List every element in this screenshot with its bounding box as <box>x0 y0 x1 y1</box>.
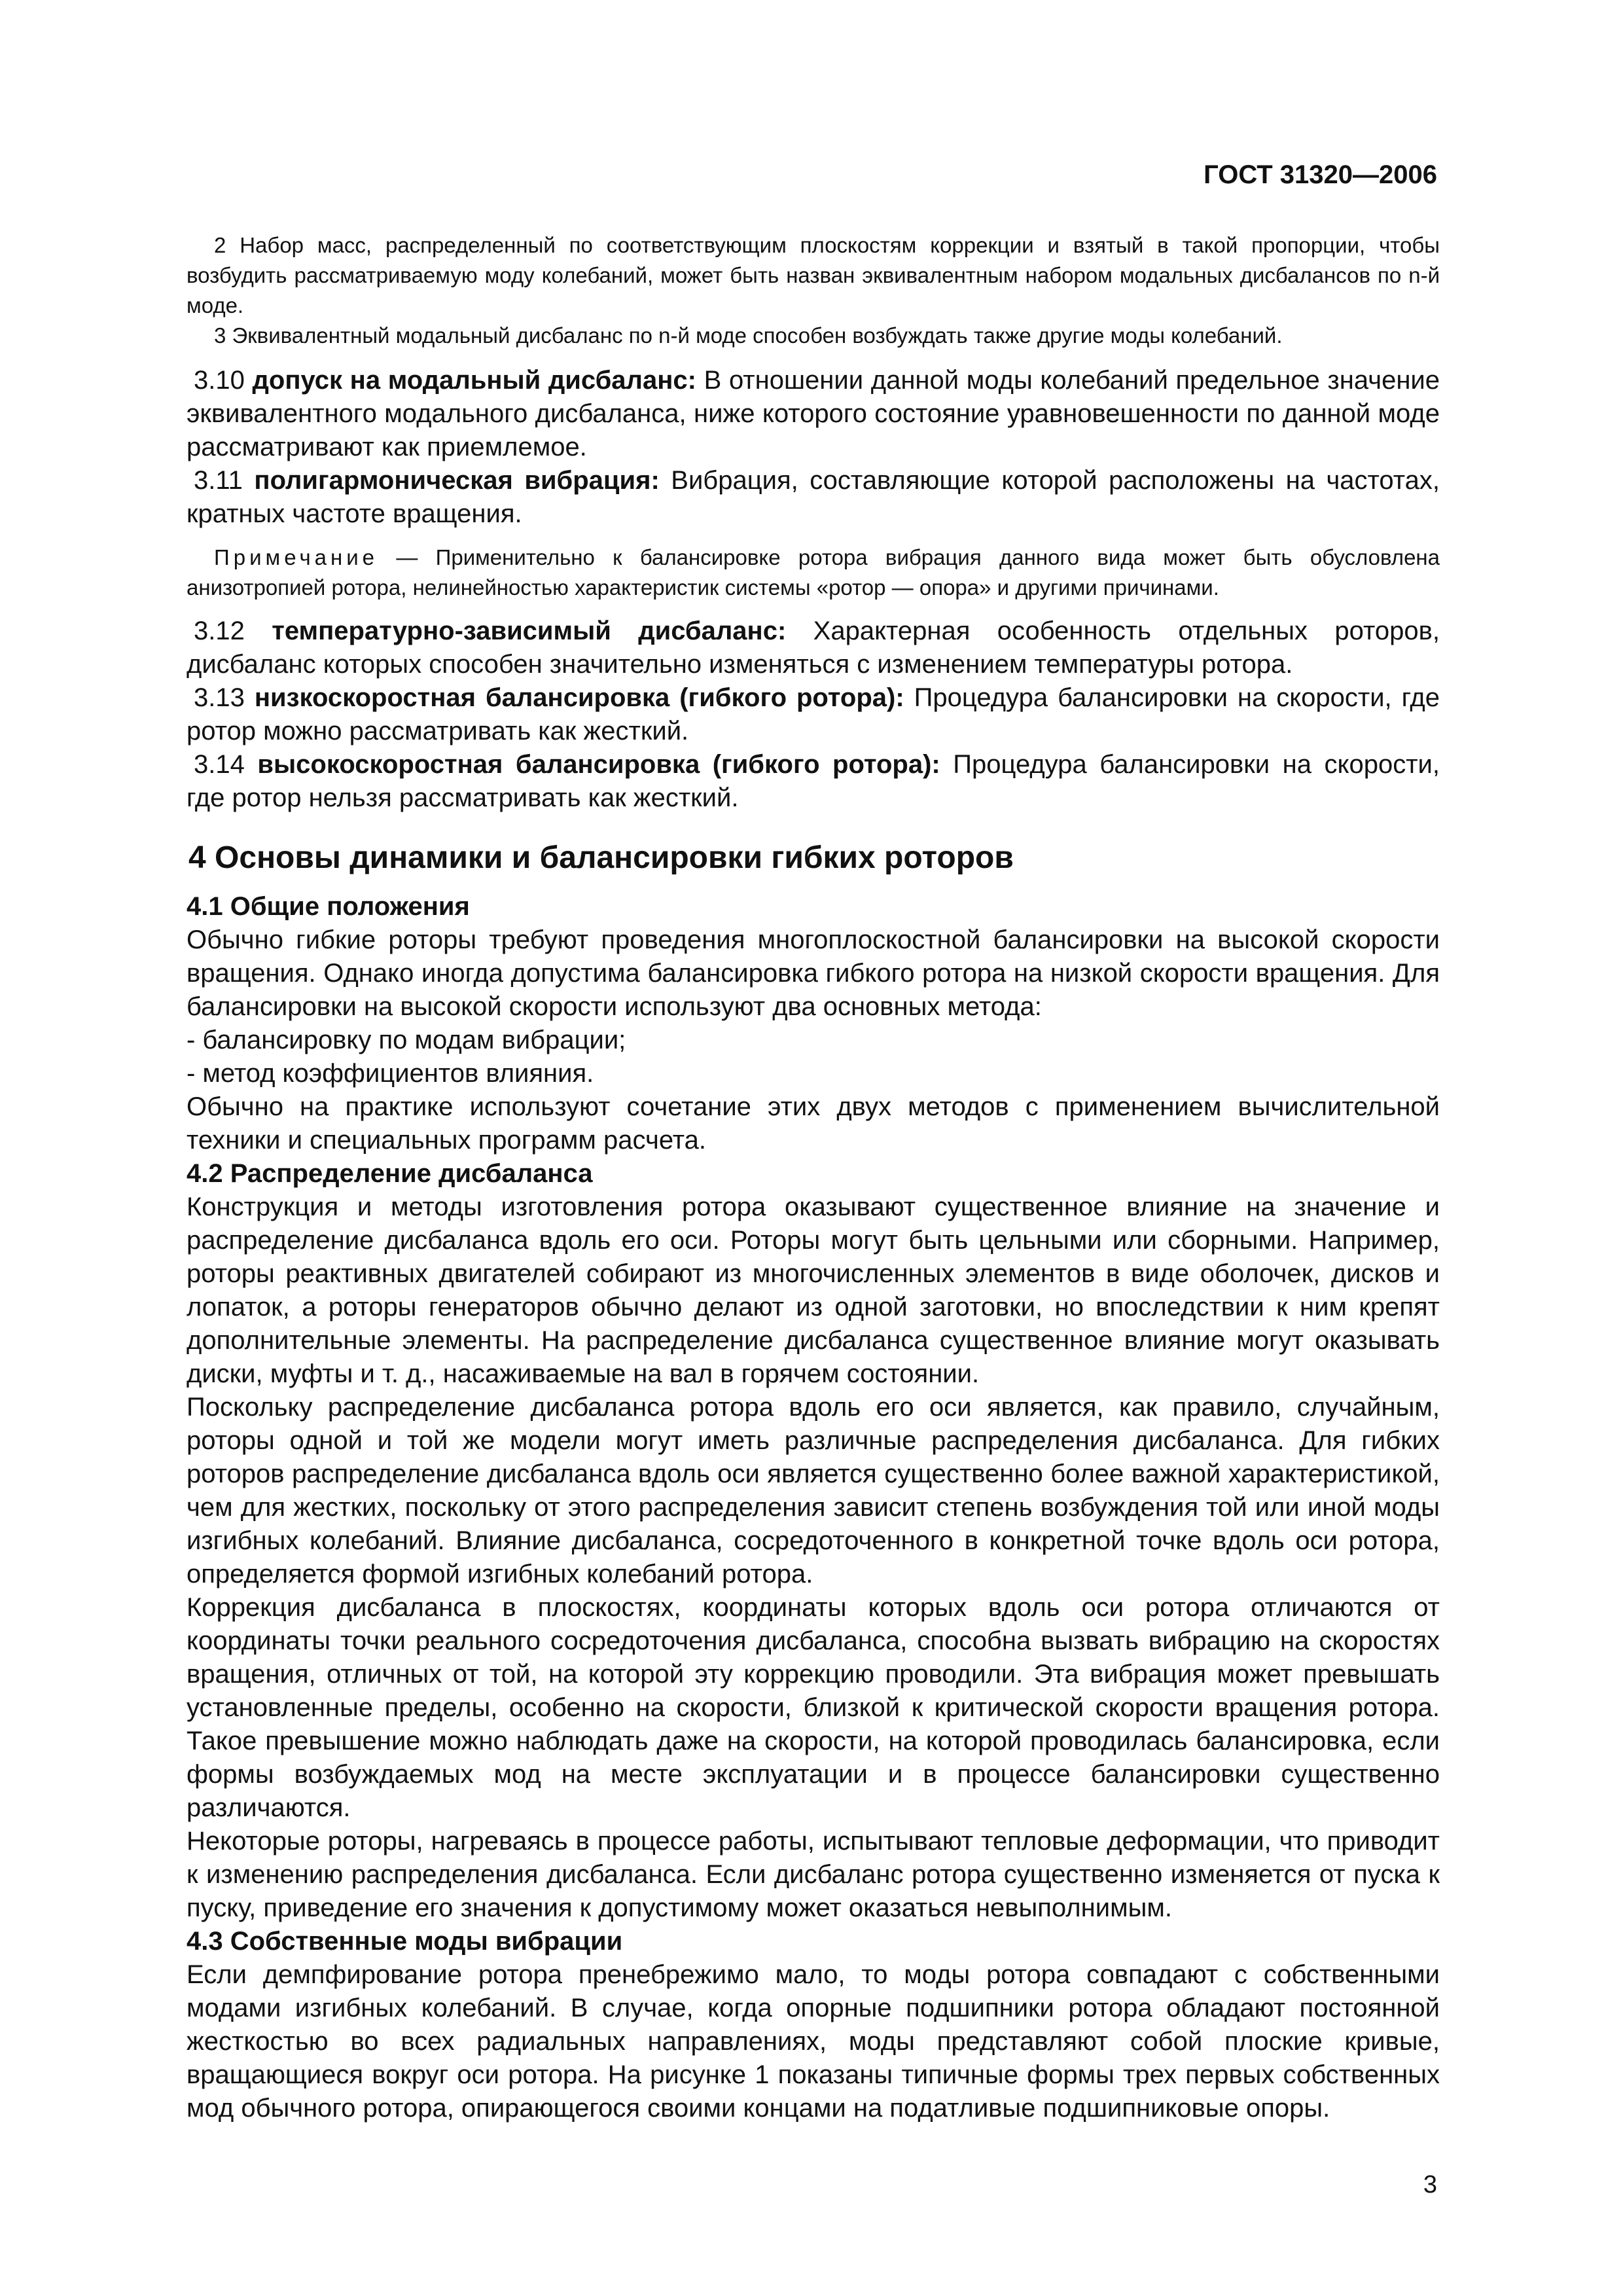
paragraph: Некоторые роторы, нагреваясь в процессе работы, испытывают тепловые деформации, что приводит к изменению распределения дисбаланса. Если дисбаланс ротора существенно изменяется от пуска к пуску, приведение его значения к допустимому может оказаться невыполнимым. <box>187 1827 1440 1922</box>
note-2: 2 Набор масс, распределенный по соответствующим плоскостям коррекции и взятый в такой пропорции, чтобы возбудить рассматриваемую моду колебаний, может быть назван эквивалентным набором модальных дисбалансов по n-й моде. <box>187 233 1440 317</box>
term-name: допуск на модальный дисбаланс: <box>252 366 696 395</box>
term-definition: Характерная особенность отдельных роторов, дисбаланс которых способен значительно изменяться с изменением температуры ротора. <box>187 617 1440 679</box>
paragraph: Обычно гибкие роторы требуют проведения многоплоскостной балансировки на высокой скорости вращения. Однако иногда допустима балансировка гибкого ротора на низкой скорости вращения. Для балансировки на высокой скорости используют два основных метода: <box>187 925 1440 1021</box>
note-3-11 <box>187 543 1440 603</box>
paragraph: Поскольку распределение дисбаланса ротора вдоль его оси является, как правило, случайным, роторы одной и той же модели могут иметь различные распределения дисбаланса. Для гибких роторов распределение дисбаланса вдоль оси является существенно более важной характеристикой, чем для жестких, поскольку от этого распределения зависит степень возбуждения той или иной моды изгибных колебаний. Влияние дисбаланса, сосредоточенного в конкретной точке вдоль оси ротора, определяется формой изгибных колебаний ротора. <box>187 1393 1440 1588</box>
term-3-11 <box>187 464 1440 531</box>
term-number: 3.11 <box>194 466 243 495</box>
document-id: ГОСТ 31320—2006 <box>1204 160 1437 189</box>
term-3-14 <box>187 748 1440 815</box>
term-definition: В отношении данной моды колебаний предельное значение эквивалентного модального дисбаланса, ниже которого состояние уравновешенности по данной моде рассматривают как приемлемое. <box>187 366 1440 461</box>
section-4-1-heading: 4.1 Общие положения <box>187 892 470 921</box>
term-definition: Процедура балансировки на скорости, где ротор нельзя рассматривать как жесткий. <box>187 750 1440 812</box>
term-name: низкоскоростная балансировка (гибкого ротора): <box>254 683 904 712</box>
term-3-13 <box>187 681 1440 748</box>
list-item: - метод коэффициентов влияния. <box>187 1059 594 1088</box>
note-text: — Применительно к балансировке ротора вибрация данного вида может быть обусловлена анизотропией ротора, нелинейностью характеристик системы «ротор — опора» и другими причинами. <box>187 545 1440 600</box>
section-4-2-heading: 4.2 Распределение дисбаланса <box>187 1159 593 1188</box>
page-number: 3 <box>1423 2171 1437 2198</box>
section-4-heading: 4 Основы динамики и балансировки гибких роторов <box>188 840 1014 875</box>
term-3-10 <box>187 364 1440 464</box>
paragraph: Коррекция дисбаланса в плоскостях, координаты которых вдоль оси ротора отличаются от координаты точки реального сосредоточения дисбаланса, способна вызвать вибрацию на скоростях вращения, отличных от той, на которой эту коррекцию проводили. Эта вибрация может превышать установленные пределы, особенно на скорости, близкой к критической скорости вращения ротора. Такое превышение можно наблюдать даже на скорости, на которой проводилась балансировка, если формы возбуждаемых мод на месте эксплуатации и в процессе балансировки существенно различаются. <box>187 1593 1440 1822</box>
term-name: температурно-зависимый дисбаланс: <box>272 617 787 645</box>
note-label: Примечание <box>214 545 379 569</box>
section-4-3-heading: 4.3 Собственные моды вибрации <box>187 1927 623 1956</box>
term-number: 3.10 <box>194 366 245 395</box>
term-3-12 <box>187 615 1440 681</box>
paragraph: Если демпфирование ротора пренебрежимо мало, то моды ротора совпадают с собственными модами изгибных колебаний. В случае, когда опорные подшипники ротора обладают постоянной жесткостью во всех радиальных направлениях, моды представляют собой плоские кривые, вращающиеся вокруг оси ротора. На рисунке 1 показаны типичные формы трех первых собственных мод обычного ротора, опирающегося своими концами на податливые подшипниковые опоры. <box>187 1960 1440 2123</box>
term-number: 3.14 <box>194 750 245 779</box>
term-definition: Процедура балансировки на скорости, где ротор можно рассматривать как жесткий. <box>187 683 1440 745</box>
term-number: 3.12 <box>194 617 245 645</box>
note-3: 3 Эквивалентный модальный дисбаланс по n-й моде способен возбуждать также другие моды колебаний. <box>214 323 1283 348</box>
paragraph: Обычно на практике используют сочетание этих двух методов с применением вычислительной техники и специальных программ расчета. <box>187 1092 1440 1155</box>
page-content <box>187 230 1440 2125</box>
term-name: высокоскоростная балансировка (гибкого ротора): <box>257 750 940 779</box>
list-item: - балансировку по модам вибрации; <box>187 1026 626 1054</box>
paragraph: Конструкция и методы изготовления ротора оказывают существенное влияние на значение и распределение дисбаланса вдоль его оси. Роторы могут быть цельными или сборными. Например, роторы реактивных двигателей собирают из многочисленных элементов в виде оболочек, дисков и лопаток, а роторы генераторов обычно делают из одной заготовки, но впоследствии к ним крепят дополнительные элементы. На распределение дисбаланса существенное влияние могут оказывать диски, муфты и т. д., насаживаемые на вал в горячем состоянии. <box>187 1193 1440 1388</box>
term-name: полигармоническая вибрация: <box>254 466 660 495</box>
term-number: 3.13 <box>194 683 245 712</box>
term-definition: Вибрация, составляющие которой расположены на частотах, кратных частоте вращения. <box>187 466 1440 528</box>
